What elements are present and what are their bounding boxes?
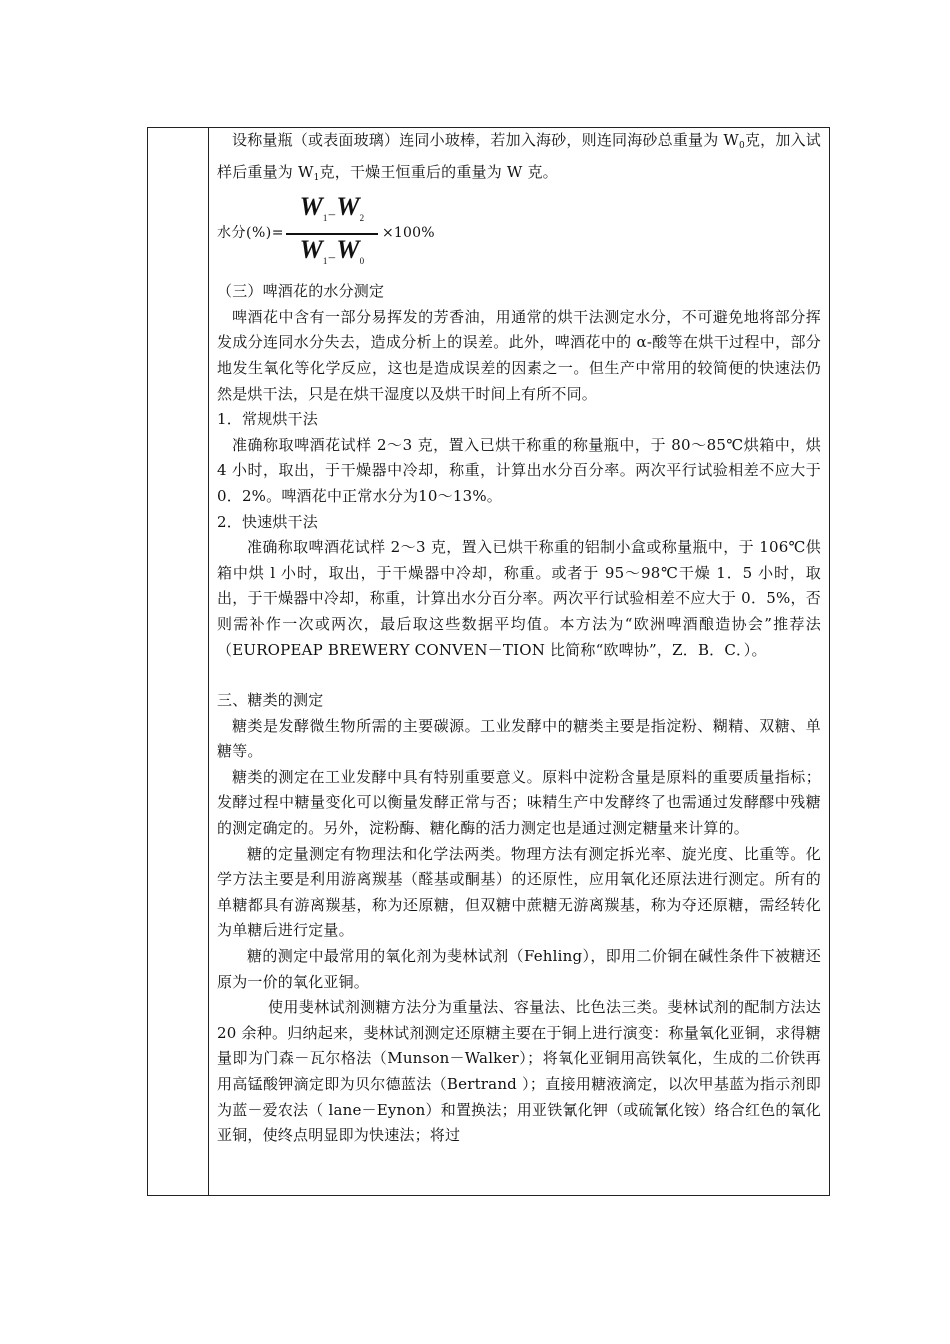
content-cell (217, 128, 821, 1149)
intro-text-3: 克，干燥王恒重后的重量为 W 克。 (319, 162, 558, 181)
moisture-formula (217, 192, 821, 269)
sugar-paragraph-3: 糖的定量测定有物理法和化学法两类。物理方法有测定拆光率、旋光度、比重等。化学方法主要是利用游离羰基（醛基或酮基）的还原性，应用氧化还原法进行测定。所有的单糖都具有游离羰基，称为还原糖，但双糖中蔗糖无游离羰基，称为夺还原糖，需经转化为单糖后进行定量。 (217, 844, 821, 940)
formula-num-sub2: 2 (359, 213, 365, 224)
sugar-paragraph-4: 糖的测定中最常用的氧化剂为斐林试剂（Fehling），即用二价铜在碱性条件下被糖还原为一价的氧化亚铜。 (217, 947, 821, 991)
sugar-paragraph-5: 使用斐林试剂测糖方法分为重量法、容量法、比色法三类。斐林试剂的配制方法达 20 余种。归纳起来，斐林试剂测定还原糖主要在于铜上进行演变：称量氧化亚铜，求得糖量即为门森－瓦尔格法（Munson－Walker）；将氧化亚铜用高铁氧化，生成的二价铁再用高锰酸钾滴定即为贝尔德蓝法（Bertrand ）；直接用糖液滴定，以次甲基蓝为指示剂即为蓝－爱农法（ lane－Eynon）和置换法；用亚铁氰化钾（或硫氰化铵）络合红色的氧化亚铜，使终点明显即为快速法；将过 (217, 998, 821, 1145)
sugar-heading: 三、糖类的测定 (217, 691, 324, 710)
formula-num-w2: W (336, 192, 360, 222)
formula-lhs: 水分(%)= (217, 225, 284, 242)
formula-rhs: ×100% (381, 225, 435, 242)
hops-heading: （三）啤酒花的水分测定 (217, 282, 385, 301)
formula-den-sub0: 0 (359, 255, 365, 266)
method1-title: 1．常规烘干法 (217, 410, 318, 429)
intro-subscript-1: 1 (313, 172, 320, 183)
formula-denominator (300, 235, 365, 276)
formula-fraction (286, 192, 378, 276)
hops-paragraph: 啤酒花中含有一部分易挥发的芳香油，用通常的烘干法测定水分，不可避免地将部分挥发成分连同水分失去，造成分析上的误差。此外，啤酒花中的 α-酸等在烘干过程中，部分地发生氧化等化学反应，这也是造成误差的因素之一。但生产中常用的较简便的快速法仍然是烘干法，只是在烘干湿度以及烘干时间上有所不同。 (217, 307, 821, 403)
method2-title: 2．快速烘干法 (217, 512, 318, 531)
intro-text-2: 克，加入试样后重量为 W (217, 131, 821, 181)
formula-den-minus: – (328, 248, 336, 264)
intro-subscript-0: 0 (739, 141, 745, 151)
method1-text: 准确称取啤酒花试样 2～3 克，置入已烘干称重的称量瓶中，于 80～85℃烘箱中，烘 4 小时，取出，于干燥器中冷却，称重，计算出水分百分率。两次平行试验相差不应大于 0．2%。啤酒花中正常水分为10～13%。 (217, 435, 821, 505)
formula-den-w1: W (299, 234, 323, 264)
formula-den-sub1: 1 (322, 255, 328, 266)
intro-paragraph (217, 128, 821, 191)
section-spacer (217, 663, 821, 688)
intro-text-1: 设称量瓶（或表面玻璃）连同小玻棒，若加入海砂，则连同海砂总重量为 W (232, 131, 740, 149)
method2-text: 准确称取啤酒花试样 2～3 克，置入已烘干称重的铝制小盒或称量瓶中，于 106℃供箱中烘 l 小时，取出，于干燥器中冷却，称重。或者于 95～98℃干燥 1．5 小时，取出，于干燥器中冷却，称重，计算出水分百分率。两次平行试验相差不应大于 0．5%，否则需补作一次或两次，最后取这些数据平均值。本方法为“欧洲啤酒酿造协会”推荐法（EUROPEAP BREWERY CONVEN－TION 比简称“欧啤协”，Z．B．C．）。 (217, 538, 821, 659)
formula-num-sub1: 1 (322, 213, 328, 224)
formula-num-minus: – (328, 206, 336, 222)
sugar-paragraph-2: 糖类的测定在工业发酵中具有特别重要意义。原料中淀粉含量是原料的重要质量指标；发酵过程中糖量变化可以衡量发酵正常与否；味精生产中发酵终了也需通过发酵醪中残糖的测定确定的。另外，淀粉酶、糖化酶的活力测定也是通过测定糖量来计算的。 (217, 767, 821, 838)
formula-numerator (300, 192, 365, 233)
table-column-divider (208, 127, 209, 1196)
formula-den-w0: W (336, 234, 360, 264)
sugar-paragraph-1: 糖类是发酵微生物所需的主要碳源。工业发酵中的糖类主要是指淀粉、糊精、双糖、单糖等。 (217, 716, 821, 761)
formula-num-w1: W (299, 192, 323, 222)
